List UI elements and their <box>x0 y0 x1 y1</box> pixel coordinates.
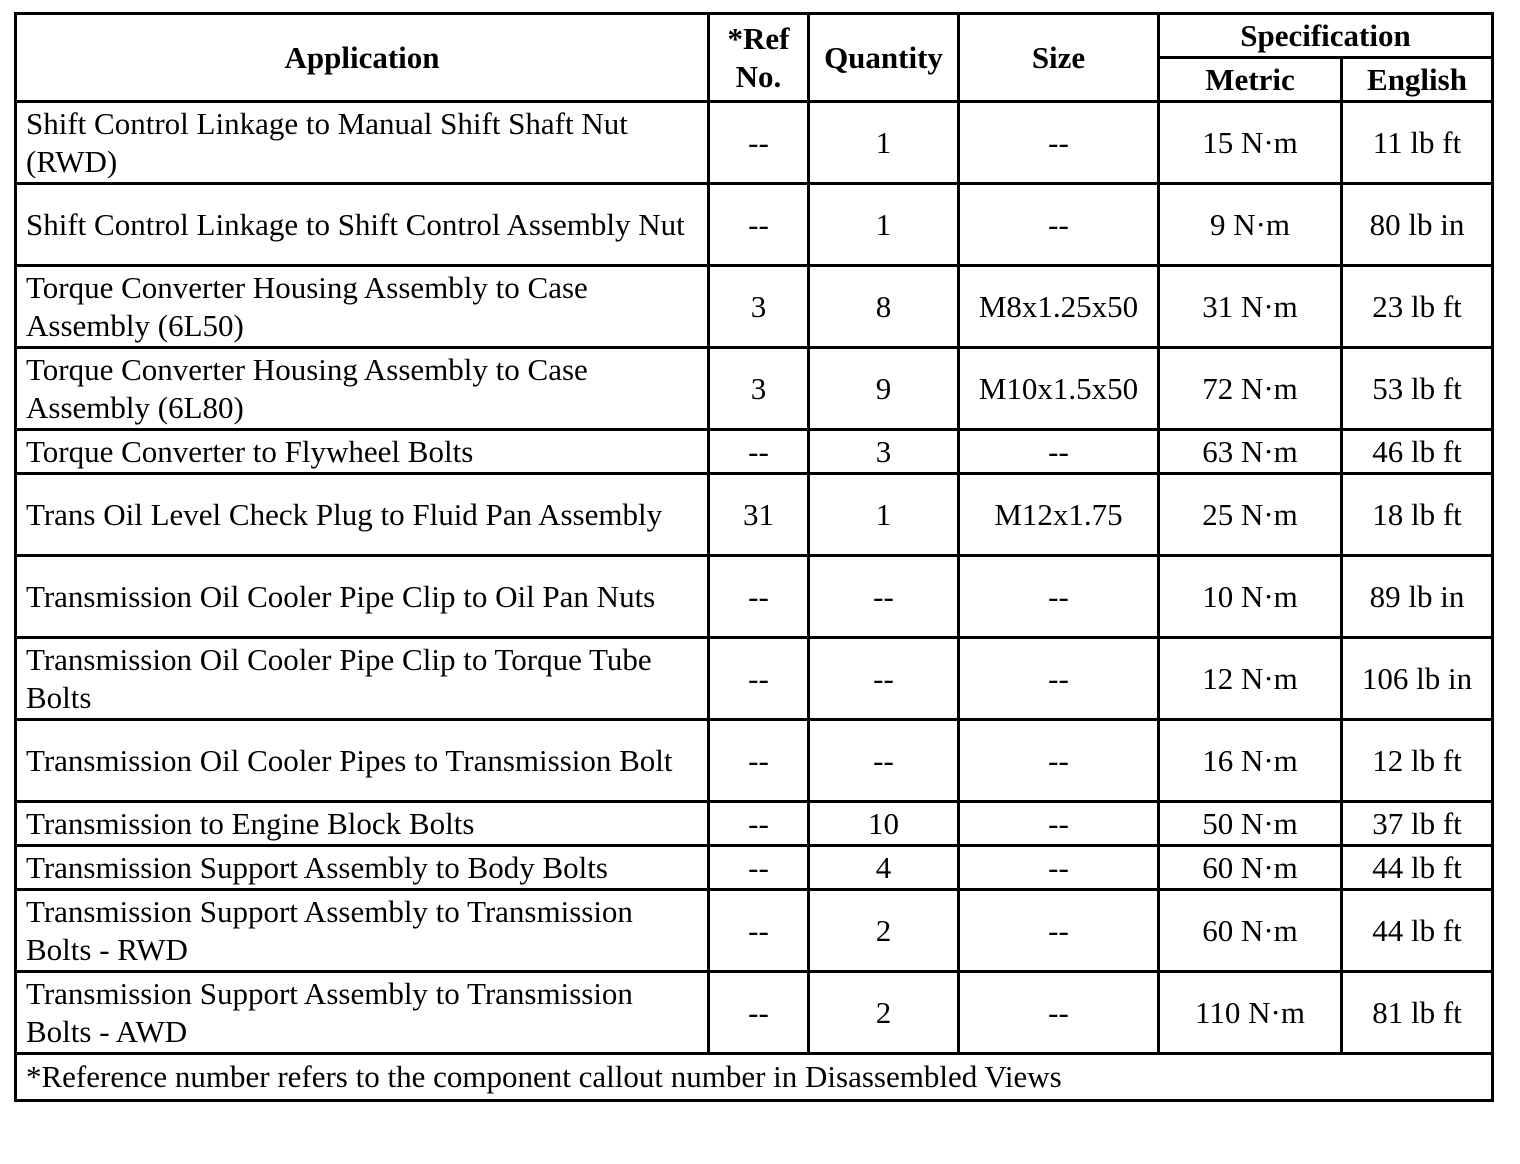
table-row <box>16 474 1493 556</box>
cell-metric: 50 N·m <box>1159 802 1342 846</box>
cell-size: -- <box>959 972 1159 1054</box>
footnote: *Reference number refers to the component callout number in Disassembled Views <box>16 1054 1493 1101</box>
cell-application: Transmission Oil Cooler Pipe Clip to Torque Tube Bolts <box>16 638 709 720</box>
table-row <box>16 430 1493 474</box>
table-row <box>16 846 1493 890</box>
cell-metric: 15 N·m <box>1159 102 1342 184</box>
cell-english: 44 lb ft <box>1342 846 1493 890</box>
cell-english: 53 lb ft <box>1342 348 1493 430</box>
header-specification: Specification <box>1159 14 1493 58</box>
table-row <box>16 556 1493 638</box>
cell-application: Transmission Support Assembly to Transmission Bolts - AWD <box>16 972 709 1054</box>
table-row <box>16 890 1493 972</box>
fastener-specification-table <box>14 12 1494 1102</box>
cell-ref: 31 <box>709 474 809 556</box>
cell-ref: 3 <box>709 348 809 430</box>
cell-application: Transmission Oil Cooler Pipes to Transmission Bolt <box>16 720 709 802</box>
cell-ref: -- <box>709 430 809 474</box>
header-quantity: Quantity <box>809 14 959 102</box>
cell-size: M8x1.25x50 <box>959 266 1159 348</box>
header-application: Application <box>16 14 709 102</box>
cell-quantity: 9 <box>809 348 959 430</box>
cell-application: Shift Control Linkage to Shift Control Assembly Nut <box>16 184 709 266</box>
cell-ref: 3 <box>709 266 809 348</box>
cell-metric: 60 N·m <box>1159 846 1342 890</box>
cell-quantity: 8 <box>809 266 959 348</box>
header-ref-no: *Ref No. <box>709 14 809 102</box>
cell-application: Torque Converter to Flywheel Bolts <box>16 430 709 474</box>
cell-metric: 25 N·m <box>1159 474 1342 556</box>
cell-application: Transmission Support Assembly to Body Bolts <box>16 846 709 890</box>
cell-application: Transmission Oil Cooler Pipe Clip to Oil Pan Nuts <box>16 556 709 638</box>
table-row <box>16 720 1493 802</box>
table-row <box>16 266 1493 348</box>
cell-metric: 31 N·m <box>1159 266 1342 348</box>
cell-size: -- <box>959 638 1159 720</box>
header-size: Size <box>959 14 1159 102</box>
cell-quantity: -- <box>809 638 959 720</box>
cell-size: -- <box>959 556 1159 638</box>
cell-quantity: -- <box>809 556 959 638</box>
cell-quantity: 2 <box>809 972 959 1054</box>
cell-size: -- <box>959 102 1159 184</box>
cell-english: 11 lb ft <box>1342 102 1493 184</box>
cell-ref: -- <box>709 638 809 720</box>
cell-quantity: 1 <box>809 184 959 266</box>
cell-size: -- <box>959 430 1159 474</box>
cell-ref: -- <box>709 972 809 1054</box>
cell-application: Torque Converter Housing Assembly to Case Assembly (6L80) <box>16 348 709 430</box>
cell-english: 18 lb ft <box>1342 474 1493 556</box>
cell-english: 46 lb ft <box>1342 430 1493 474</box>
cell-size: -- <box>959 184 1159 266</box>
header-english: English <box>1342 58 1493 102</box>
cell-ref: -- <box>709 556 809 638</box>
cell-quantity: 1 <box>809 102 959 184</box>
cell-application: Trans Oil Level Check Plug to Fluid Pan Assembly <box>16 474 709 556</box>
cell-ref: -- <box>709 184 809 266</box>
cell-english: 44 lb ft <box>1342 890 1493 972</box>
cell-english: 106 lb in <box>1342 638 1493 720</box>
cell-application: Torque Converter Housing Assembly to Case Assembly (6L50) <box>16 266 709 348</box>
cell-application: Shift Control Linkage to Manual Shift Shaft Nut (RWD) <box>16 102 709 184</box>
table-row <box>16 184 1493 266</box>
cell-quantity: 2 <box>809 890 959 972</box>
cell-english: 81 lb ft <box>1342 972 1493 1054</box>
cell-metric: 16 N·m <box>1159 720 1342 802</box>
cell-english: 37 lb ft <box>1342 802 1493 846</box>
cell-quantity: -- <box>809 720 959 802</box>
table-row <box>16 102 1493 184</box>
cell-ref: -- <box>709 890 809 972</box>
cell-size: -- <box>959 802 1159 846</box>
header-metric: Metric <box>1159 58 1342 102</box>
cell-application: Transmission to Engine Block Bolts <box>16 802 709 846</box>
cell-size: M12x1.75 <box>959 474 1159 556</box>
table-row <box>16 348 1493 430</box>
table-row <box>16 638 1493 720</box>
cell-size: M10x1.5x50 <box>959 348 1159 430</box>
cell-quantity: 10 <box>809 802 959 846</box>
table-row <box>16 972 1493 1054</box>
cell-application: Transmission Support Assembly to Transmission Bolts - RWD <box>16 890 709 972</box>
cell-english: 12 lb ft <box>1342 720 1493 802</box>
cell-size: -- <box>959 890 1159 972</box>
cell-metric: 110 N·m <box>1159 972 1342 1054</box>
cell-ref: -- <box>709 102 809 184</box>
footnote-row <box>16 1054 1493 1101</box>
cell-metric: 9 N·m <box>1159 184 1342 266</box>
cell-metric: 72 N·m <box>1159 348 1342 430</box>
cell-english: 23 lb ft <box>1342 266 1493 348</box>
cell-metric: 63 N·m <box>1159 430 1342 474</box>
cell-english: 89 lb in <box>1342 556 1493 638</box>
cell-ref: -- <box>709 846 809 890</box>
cell-ref: -- <box>709 802 809 846</box>
cell-size: -- <box>959 720 1159 802</box>
cell-english: 80 lb in <box>1342 184 1493 266</box>
cell-quantity: 4 <box>809 846 959 890</box>
cell-ref: -- <box>709 720 809 802</box>
cell-metric: 12 N·m <box>1159 638 1342 720</box>
cell-quantity: 1 <box>809 474 959 556</box>
table-row <box>16 802 1493 846</box>
cell-metric: 60 N·m <box>1159 890 1342 972</box>
cell-quantity: 3 <box>809 430 959 474</box>
cell-size: -- <box>959 846 1159 890</box>
cell-metric: 10 N·m <box>1159 556 1342 638</box>
